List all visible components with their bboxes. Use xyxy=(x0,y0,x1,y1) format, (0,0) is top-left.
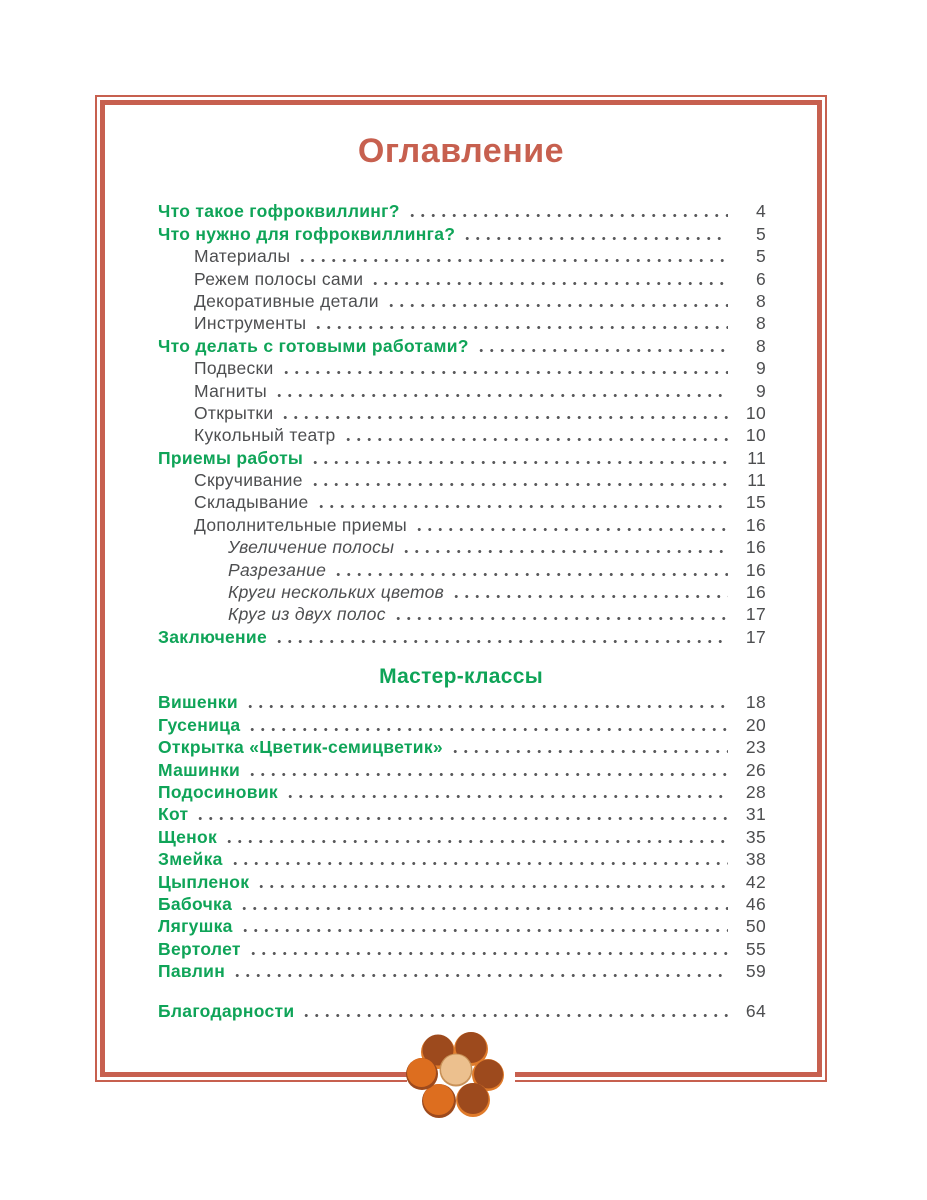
toc-entry xyxy=(158,803,766,825)
page-number: 9 xyxy=(755,358,766,379)
toc-entry xyxy=(158,222,766,244)
page-number: 38 xyxy=(745,849,766,870)
dot-leader xyxy=(247,772,728,777)
dot-leader xyxy=(274,639,728,644)
toc-entry-label: Лягушка xyxy=(158,916,233,937)
page-number: 10 xyxy=(745,425,766,446)
dot-leader xyxy=(248,951,728,956)
dot-leader xyxy=(450,749,728,754)
dot-leader xyxy=(247,727,728,732)
page-number: 8 xyxy=(755,290,766,311)
dot-leader xyxy=(301,1013,728,1018)
toc-entry xyxy=(158,469,766,491)
page-title: Оглавление xyxy=(357,132,565,170)
dot-leader xyxy=(476,348,728,353)
dot-leader xyxy=(407,213,728,218)
toc-entry-label: Разрезание xyxy=(228,559,327,580)
page-number: 18 xyxy=(745,692,766,713)
page-number: 15 xyxy=(745,492,766,513)
toc-entry-label: Кот xyxy=(158,804,189,825)
dot-leader xyxy=(310,460,728,465)
page-number: 17 xyxy=(745,626,766,647)
masterclass-list xyxy=(158,691,766,982)
toc-entry xyxy=(158,290,766,312)
toc-entry-label: Щенок xyxy=(158,826,218,847)
dot-leader xyxy=(313,325,728,330)
toc-entry xyxy=(158,825,766,847)
toc-entry xyxy=(158,603,766,625)
toc-entry xyxy=(158,513,766,535)
page-number: 6 xyxy=(755,268,766,289)
dot-leader xyxy=(256,884,728,889)
toc-entry-label: Дополнительные приемы xyxy=(194,514,408,535)
dot-leader xyxy=(239,906,728,911)
toc-entry-label: Круг из двух полос xyxy=(228,604,386,625)
toc-entry xyxy=(158,691,766,713)
toc-entry xyxy=(158,736,766,758)
toc-entry-label: Приемы работы xyxy=(158,447,304,468)
toc-entry xyxy=(158,960,766,982)
toc-entry-label: Вишенки xyxy=(158,692,238,713)
dot-leader xyxy=(245,704,728,709)
toc-entry xyxy=(158,781,766,803)
page-number: 16 xyxy=(745,537,766,558)
page-number: 23 xyxy=(745,737,766,758)
dot-leader xyxy=(310,482,728,487)
toc-entry xyxy=(158,870,766,892)
toc-entry xyxy=(158,424,766,446)
dot-leader xyxy=(343,437,728,442)
toc-entry xyxy=(158,625,766,647)
page-number: 42 xyxy=(745,871,766,892)
dot-leader xyxy=(274,393,728,398)
dot-leader xyxy=(370,281,728,286)
page-number: 28 xyxy=(745,781,766,802)
page-number: 11 xyxy=(747,447,766,468)
toc-entry xyxy=(158,312,766,334)
toc-entry-label: Машинки xyxy=(158,759,241,780)
toc-entry xyxy=(158,558,766,580)
toc-entry xyxy=(158,245,766,267)
toc-entry-label: Что нужно для гофроквиллинга? xyxy=(158,223,456,244)
page-number: 10 xyxy=(745,402,766,423)
dot-leader xyxy=(240,928,728,933)
dot-leader xyxy=(386,303,728,308)
page-number: 8 xyxy=(755,335,766,356)
masterclass-heading: Мастер-классы xyxy=(379,665,543,688)
toc-entry xyxy=(158,267,766,289)
toc-entry xyxy=(158,536,766,558)
toc-entry-label: Подосиновик xyxy=(158,781,278,802)
toc-entry xyxy=(158,200,766,222)
toc-entry-label: Павлин xyxy=(158,961,226,982)
toc-main-list xyxy=(158,200,766,648)
acknowledgements-row xyxy=(158,1000,766,1022)
toc-entry-label: Цыпленок xyxy=(158,871,250,892)
toc-entry xyxy=(158,379,766,401)
toc-entry-label: Инструменты xyxy=(194,313,307,334)
page-number: 5 xyxy=(755,223,766,244)
dot-leader xyxy=(393,616,728,621)
toc-entry xyxy=(158,1000,766,1022)
dot-leader xyxy=(232,973,728,978)
page-number: 17 xyxy=(745,604,766,625)
toc-entry xyxy=(158,334,766,356)
toc-entry xyxy=(158,915,766,937)
toc-entry-label: Открытки xyxy=(194,402,274,423)
dot-leader xyxy=(285,794,728,799)
page-number: 16 xyxy=(745,559,766,580)
toc-entry xyxy=(158,402,766,424)
page-number: 64 xyxy=(745,1001,766,1022)
dot-leader xyxy=(316,504,728,509)
toc-entry-label: Вертолет xyxy=(158,938,241,959)
page-number: 16 xyxy=(745,582,766,603)
toc-entry-label: Круги нескольких цветов xyxy=(228,582,445,603)
page-number: 4 xyxy=(755,201,766,222)
toc-entry xyxy=(158,848,766,870)
flower-petal-left xyxy=(406,1058,438,1090)
dot-leader xyxy=(414,527,728,532)
toc-entry xyxy=(158,357,766,379)
page-number: 9 xyxy=(755,380,766,401)
toc-entry-label: Кукольный театр xyxy=(194,425,336,446)
page-number: 46 xyxy=(745,893,766,914)
toc-entry xyxy=(158,758,766,780)
toc-entry-label: Что такое гофроквиллинг? xyxy=(158,201,400,222)
toc-entry-label: Материалы xyxy=(194,246,291,267)
page-number: 11 xyxy=(747,470,766,491)
page-number: 5 xyxy=(755,246,766,267)
dot-leader xyxy=(333,572,728,577)
toc-entry xyxy=(158,937,766,959)
page-number: 26 xyxy=(745,759,766,780)
page-number: 35 xyxy=(745,826,766,847)
toc-entry xyxy=(158,491,766,513)
toc-entry-label: Бабочка xyxy=(158,893,233,914)
page-number: 20 xyxy=(745,714,766,735)
toc-entry xyxy=(158,446,766,468)
toc-entry-label: Магниты xyxy=(194,380,268,401)
dot-leader xyxy=(462,236,728,241)
dot-leader xyxy=(195,816,728,821)
toc-entry xyxy=(158,893,766,915)
toc-entry-label: Увеличение полосы xyxy=(228,537,395,558)
page-number: 55 xyxy=(745,938,766,959)
toc-entry-label: Гусеница xyxy=(158,714,241,735)
dot-leader xyxy=(297,258,728,263)
toc-entry-label: Подвески xyxy=(194,358,274,379)
dot-leader xyxy=(224,839,728,844)
toc-entry-label: Благодарности xyxy=(158,1001,295,1022)
toc-entry-label: Что делать с готовыми работами? xyxy=(158,335,469,356)
toc-entry xyxy=(158,581,766,603)
dot-leader xyxy=(281,370,728,375)
page-number: 31 xyxy=(745,804,766,825)
toc-entry xyxy=(158,713,766,735)
page-number: 50 xyxy=(745,916,766,937)
toc-entry-label: Змейка xyxy=(158,849,223,870)
flower-center xyxy=(440,1054,473,1087)
toc-entry-label: Скручивание xyxy=(194,470,303,491)
quilled-flower-decoration xyxy=(405,1030,505,1125)
dot-leader xyxy=(451,594,728,599)
toc-entry-label: Режем полосы сами xyxy=(194,268,364,289)
dot-leader xyxy=(401,549,728,554)
page-number: 8 xyxy=(755,313,766,334)
flower-petal-bottom-right xyxy=(456,1083,490,1117)
page-number: 16 xyxy=(745,514,766,535)
page-number: 59 xyxy=(745,961,766,982)
toc-entry-label: Декоративные детали xyxy=(194,290,379,311)
toc-entry-label: Заключение xyxy=(158,626,268,647)
toc-entry-label: Открытка «Цветик-семицветик» xyxy=(158,737,443,758)
toc-entry-label: Складывание xyxy=(194,492,309,513)
dot-leader xyxy=(280,415,728,420)
dot-leader xyxy=(230,861,728,866)
